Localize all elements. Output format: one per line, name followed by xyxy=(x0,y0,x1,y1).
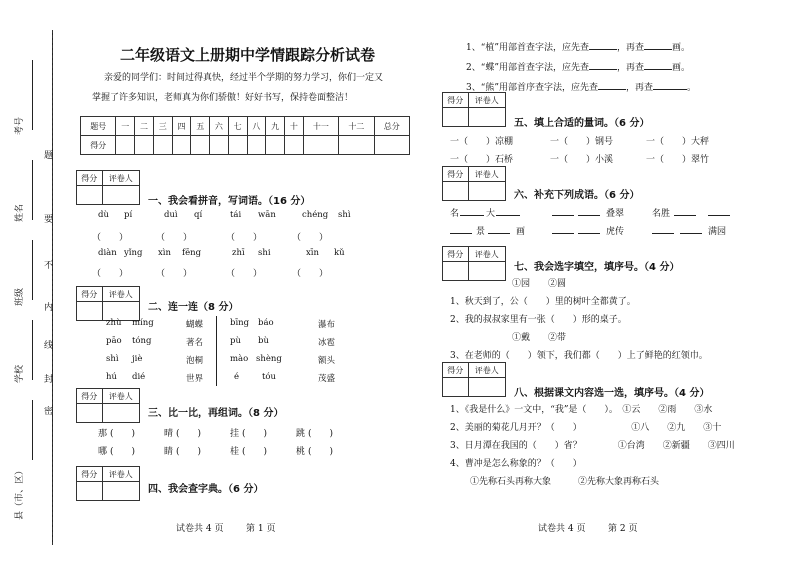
score-header-cell: 三 xyxy=(153,117,172,136)
pinyin: dù xyxy=(98,210,109,220)
match-word[interactable]: 茂盛 xyxy=(318,374,336,384)
score-cell[interactable] xyxy=(303,136,338,155)
grader-score-cell[interactable] xyxy=(443,262,469,281)
match-word[interactable]: 世界 xyxy=(186,374,204,384)
grader-name-cell[interactable] xyxy=(468,182,506,201)
grader-name-label: 评卷人 xyxy=(102,171,140,186)
score-cell[interactable] xyxy=(191,136,210,155)
idiom-row-2 xyxy=(450,224,750,238)
answer-paren[interactable]: ( ) xyxy=(176,447,202,457)
answer-blank[interactable] xyxy=(589,60,617,70)
answer-blank[interactable] xyxy=(488,224,510,234)
pinyin: shi xyxy=(258,248,271,258)
answer-paren[interactable]: ( ) xyxy=(242,447,268,457)
pinyin: dié xyxy=(132,372,146,382)
pinyin: tóu xyxy=(262,372,277,382)
answer-blank[interactable] xyxy=(598,80,626,90)
answer-blank[interactable] xyxy=(644,40,672,50)
question-8-4-options: ①先称石头再称大象 ②先称大象再称石头 xyxy=(470,477,660,487)
lookup-text: 。 xyxy=(686,83,696,93)
pinyin: xìn xyxy=(158,248,171,258)
answer-blank[interactable] xyxy=(552,206,574,216)
compare-char: 跳 xyxy=(296,429,306,439)
answer-paren[interactable]: ( ) xyxy=(308,447,334,457)
pinyin: duì xyxy=(164,210,178,220)
seal-char: 不 xyxy=(44,261,54,271)
measure-row-2 xyxy=(450,152,750,166)
answer-paren[interactable]: （ ） xyxy=(292,269,329,279)
lookup-num: 2、 xyxy=(466,63,481,73)
compare-char: 哪 xyxy=(98,447,108,457)
pinyin: báo xyxy=(258,318,274,328)
grader-name-label: 评卷人 xyxy=(102,389,140,404)
grader-name-label: 评卷人 xyxy=(102,467,140,482)
grader-score-label: 得分 xyxy=(77,171,103,186)
pinyin: tóng xyxy=(132,336,152,346)
fill-line-county xyxy=(32,400,33,460)
grader-name-label: 评卷人 xyxy=(102,287,140,302)
grader-score-cell[interactable] xyxy=(443,378,469,397)
answer-paren[interactable]: （ ） xyxy=(226,269,263,279)
score-header-cell: 十二 xyxy=(339,117,374,136)
pinyin: zhù xyxy=(106,318,122,328)
pinyin: hú xyxy=(106,372,117,382)
compare-char: 挂 xyxy=(230,429,240,439)
seal-char: 线 xyxy=(44,341,54,351)
pinyin: yǐng xyxy=(124,248,143,258)
score-header-cell: 总分 xyxy=(374,117,409,136)
fill-line-school xyxy=(32,320,33,380)
fill-line-exam-no xyxy=(32,60,33,130)
answer-paren[interactable]: （ ） xyxy=(292,233,329,243)
compare-row-1 xyxy=(98,426,368,440)
compare-row-2 xyxy=(98,444,368,458)
score-header-cell: 二 xyxy=(135,117,154,136)
fill-line-name xyxy=(32,160,33,220)
label-exam-no: 考号 xyxy=(15,116,25,135)
pinyin: pí xyxy=(124,210,133,220)
question-8-3: 3、日月潭在我国的（ ）省？ ①台湾 ②新疆 ③四川 xyxy=(450,441,735,451)
measure-item[interactable]: 一（ ）大秤 xyxy=(646,137,710,147)
measure-item[interactable]: 一（ ）凉棚 xyxy=(450,137,514,147)
grader-score-label: 得分 xyxy=(443,93,469,108)
grader-score-cell[interactable] xyxy=(77,404,103,423)
section-2-heading: 二、连一连（8 分） xyxy=(148,302,239,313)
measure-item[interactable]: 一（ ）翠竹 xyxy=(646,155,710,165)
lookup-text: 用部首序查字法，应先查 xyxy=(498,83,598,93)
score-table-row xyxy=(81,136,410,155)
grader-name-label: 评卷人 xyxy=(468,93,506,108)
pinyin: pù xyxy=(230,336,241,346)
lookup-text: 用部首查字法，应先查 xyxy=(498,43,589,53)
idiom-char: 景 xyxy=(476,227,486,237)
lookup-2 xyxy=(466,60,690,73)
idiom-row-1 xyxy=(450,206,750,220)
grader-score-cell[interactable] xyxy=(77,482,103,501)
pinyin: pāo xyxy=(106,336,122,346)
answer-paren[interactable]: （ ） xyxy=(92,233,129,243)
score-cell[interactable] xyxy=(135,136,154,155)
grader-box xyxy=(442,362,506,397)
pinyin: é xyxy=(234,372,240,382)
answer-paren[interactable]: ( ) xyxy=(176,429,202,439)
seal-char: 题 xyxy=(44,151,54,161)
idiom-char: 满园 xyxy=(708,227,727,237)
grader-score-cell[interactable] xyxy=(443,108,469,127)
score-cell[interactable] xyxy=(116,136,135,155)
compare-char: 晴 xyxy=(164,429,174,439)
grader-name-cell[interactable] xyxy=(468,262,506,281)
pinyin: jiè xyxy=(132,354,143,364)
answer-blank[interactable] xyxy=(708,206,730,216)
lookup-text: ，再查 xyxy=(625,83,653,93)
answer-blank[interactable] xyxy=(450,224,472,234)
score-header-cell: 一 xyxy=(116,117,135,136)
label-county: 县（市、区） xyxy=(15,465,25,520)
grader-score-label: 得分 xyxy=(77,287,103,302)
answer-paren[interactable]: （ ） xyxy=(92,269,129,279)
answer-paren[interactable]: （ ） xyxy=(156,233,193,243)
pinyin: bīng xyxy=(230,318,250,328)
pinyin: shèng xyxy=(256,354,282,364)
grader-box xyxy=(442,166,506,201)
score-table xyxy=(80,116,410,155)
grader-score-cell[interactable] xyxy=(443,182,469,201)
score-header-cell: 六 xyxy=(210,117,229,136)
pinyin: qí xyxy=(194,210,203,220)
grader-name-cell[interactable] xyxy=(102,482,140,501)
question-8-1: 1、《我是什么》一文中，“我”是（ ）。 ①云 ②雨 ③水 xyxy=(450,405,713,415)
pinyin: xīn xyxy=(306,248,319,258)
answer-blank[interactable] xyxy=(644,60,672,70)
match-word[interactable]: 泡桐 xyxy=(186,356,204,366)
score-header-cell: 题号 xyxy=(81,117,116,136)
options-1: ①园 ②圆 xyxy=(512,279,567,289)
grader-score-cell[interactable] xyxy=(77,186,103,205)
section-1-heading: 一、我会看拼音，写词语。（16 分） xyxy=(148,196,311,207)
section-3-heading: 三、比一比，再组词。（8 分） xyxy=(148,408,284,419)
pinyin: shì xyxy=(338,210,351,220)
compare-char: 那 xyxy=(98,429,108,439)
score-cell[interactable] xyxy=(374,136,409,155)
measure-item[interactable]: 一（ ）小溪 xyxy=(550,155,614,165)
compare-char: 桂 xyxy=(230,447,240,457)
section-5-heading: 五、填上合适的量词。（6 分） xyxy=(514,118,650,129)
page-2-footer-number: 第 2 页 xyxy=(608,524,638,534)
grader-score-label: 得分 xyxy=(443,363,469,378)
lookup-text: 画。 xyxy=(671,63,690,73)
lookup-num: 1、 xyxy=(466,43,481,53)
label-school: 学校 xyxy=(15,364,25,383)
compare-char: 睛 xyxy=(164,447,174,457)
score-header-cell: 十 xyxy=(285,117,304,136)
lookup-1 xyxy=(466,40,690,53)
answer-blank[interactable] xyxy=(674,206,696,216)
question-7-2: 2、我的叔叔家里有一张（ ）形的桌子。 xyxy=(450,315,627,325)
grader-box xyxy=(442,92,506,127)
answer-paren[interactable]: （ ） xyxy=(156,269,193,279)
grader-name-cell[interactable] xyxy=(102,404,140,423)
lookup-text: ，再查 xyxy=(616,43,644,53)
answer-paren[interactable]: ( ) xyxy=(308,429,334,439)
grader-box xyxy=(76,466,140,501)
score-cell[interactable] xyxy=(266,136,285,155)
seal-char: 密 xyxy=(44,407,54,417)
matching-right xyxy=(230,318,350,388)
question-8-2: 2、美丽的菊花几月开？（ ） ①八 ②九 ③十 xyxy=(450,423,722,433)
measure-item[interactable]: 一（ ）石桥 xyxy=(450,155,514,165)
lookup-char: “熊” xyxy=(480,83,499,93)
pinyin: zhī xyxy=(232,248,245,258)
pinyin: chéng xyxy=(302,210,329,220)
page-1-footer-total: 试卷共 4 页 xyxy=(176,524,224,534)
grader-name-label: 评卷人 xyxy=(468,363,506,378)
answer-blank[interactable] xyxy=(652,224,674,234)
score-cell[interactable] xyxy=(285,136,304,155)
score-table-header xyxy=(81,117,410,136)
compare-char: 桃 xyxy=(296,447,306,457)
grader-box xyxy=(442,246,506,281)
seal-char: 内 xyxy=(44,303,54,313)
answer-paren[interactable]: ( ) xyxy=(110,447,136,457)
intro-line-2: 掌握了许多知识，老师真为你们骄傲！好好书写，保持卷面整洁！ xyxy=(92,93,354,103)
section-6-heading: 六、补充下列成语。（6 分） xyxy=(514,190,640,201)
section-4-heading: 四、我会查字典。（6 分） xyxy=(148,484,264,495)
question-7-3: 3、在老师的（ ）领下，我们都（ ）上了鲜艳的红领巾。 xyxy=(450,351,708,361)
score-cell[interactable] xyxy=(339,136,374,155)
grader-score-label: 得分 xyxy=(443,167,469,182)
options-2: ①戴 ②带 xyxy=(512,333,567,343)
page-2-footer-total: 试卷共 4 页 xyxy=(538,524,586,534)
grader-name-cell[interactable] xyxy=(468,378,506,397)
pinyin: tái xyxy=(230,210,242,220)
matching-left xyxy=(106,318,216,388)
fill-line-class xyxy=(32,240,33,300)
grader-name-cell[interactable] xyxy=(468,108,506,127)
pinyin: míng xyxy=(132,318,154,328)
match-word[interactable]: 瀑布 xyxy=(318,320,336,330)
measure-item[interactable]: 一（ ）钢号 xyxy=(550,137,614,147)
grader-name-label: 评卷人 xyxy=(468,247,506,262)
page-title: 二年级语文上册期中学情跟踪分析试卷 xyxy=(120,46,376,64)
binding-strip-frame xyxy=(2,30,53,545)
grader-score-label: 得分 xyxy=(443,247,469,262)
answer-blank[interactable] xyxy=(578,206,600,216)
pinyin: bù xyxy=(258,336,269,346)
answer-blank[interactable] xyxy=(680,224,702,234)
answer-paren[interactable]: （ ） xyxy=(226,233,263,243)
seal-char: 封 xyxy=(44,375,54,385)
lookup-num: 3、 xyxy=(466,83,481,93)
answer-blank[interactable] xyxy=(589,40,617,50)
section-8-heading: 八、根据课文内容选一选，填序号。（4 分） xyxy=(514,388,710,399)
intro-line-1: 亲爱的同学们：时间过得真快，经过半个学期的努力学习，你们一定又 xyxy=(104,73,384,83)
pinyin: wān xyxy=(258,210,276,220)
pinyin: fēng xyxy=(182,248,202,258)
answer-blank[interactable] xyxy=(578,224,600,234)
score-header-cell: 八 xyxy=(247,117,266,136)
score-header-cell: 七 xyxy=(228,117,247,136)
pinyin: diàn xyxy=(98,248,117,258)
answer-blank[interactable] xyxy=(653,80,687,90)
answer-blank[interactable] xyxy=(552,224,574,234)
grader-name-label: 评卷人 xyxy=(468,167,506,182)
grader-box xyxy=(76,286,140,321)
match-word[interactable]: 著名 xyxy=(186,338,204,348)
score-header-cell: 九 xyxy=(266,117,285,136)
lookup-char: “蝶” xyxy=(480,63,499,73)
idiom-char: 名 xyxy=(450,209,460,219)
score-row-label: 得分 xyxy=(81,136,116,155)
score-cell[interactable] xyxy=(228,136,247,155)
measure-row-1 xyxy=(450,134,750,148)
score-cell[interactable] xyxy=(210,136,229,155)
score-cell[interactable] xyxy=(153,136,172,155)
grader-name-cell[interactable] xyxy=(102,186,140,205)
grader-score-label: 得分 xyxy=(77,389,103,404)
idiom-char: 画 xyxy=(516,227,526,237)
match-word[interactable]: 蝴蝶 xyxy=(186,320,204,330)
grader-score-label: 得分 xyxy=(77,467,103,482)
score-cell[interactable] xyxy=(247,136,266,155)
page-1-footer-number: 第 1 页 xyxy=(246,524,276,534)
match-word[interactable]: 额头 xyxy=(318,356,336,366)
score-header-cell: 十一 xyxy=(303,117,338,136)
seal-char: 要 xyxy=(44,215,54,225)
question-8-4: 4、曹冲是怎么称象的？（ ） xyxy=(450,459,582,469)
grader-box xyxy=(76,388,140,423)
lookup-text: 画。 xyxy=(671,43,690,53)
idiom-char: 名胜 xyxy=(652,209,671,219)
lookup-text: 用部首查字法，应先查 xyxy=(498,63,589,73)
lookup-text: ，再查 xyxy=(616,63,644,73)
matching-divider xyxy=(216,316,217,386)
score-cell[interactable] xyxy=(172,136,191,155)
answer-paren[interactable]: ( ) xyxy=(242,429,268,439)
answer-paren[interactable]: ( ) xyxy=(110,429,136,439)
lookup-char: “植” xyxy=(480,43,499,53)
label-class: 班级 xyxy=(15,287,25,306)
score-header-cell: 五 xyxy=(191,117,210,136)
label-name: 姓名 xyxy=(15,203,25,222)
answer-blank[interactable] xyxy=(460,206,484,216)
pinyin: mào xyxy=(230,354,249,364)
answer-blank[interactable] xyxy=(496,206,520,216)
grader-box xyxy=(76,170,140,205)
idiom-char: 大 xyxy=(486,209,496,219)
section-7-heading: 七、我会选字填空，填序号。（4 分） xyxy=(514,262,680,273)
pinyin: kǔ xyxy=(334,248,345,258)
seal-line xyxy=(52,30,53,545)
grader-score-cell[interactable] xyxy=(77,302,103,321)
pinyin: shì xyxy=(106,354,119,364)
score-header-cell: 四 xyxy=(172,117,191,136)
idiom-char: 叠翠 xyxy=(606,209,625,219)
idiom-char: 虎传 xyxy=(606,227,625,237)
question-7-1: 1、秋天到了，公（ ）里的树叶全都黄了。 xyxy=(450,297,636,307)
match-word[interactable]: 冰雹 xyxy=(318,338,336,348)
